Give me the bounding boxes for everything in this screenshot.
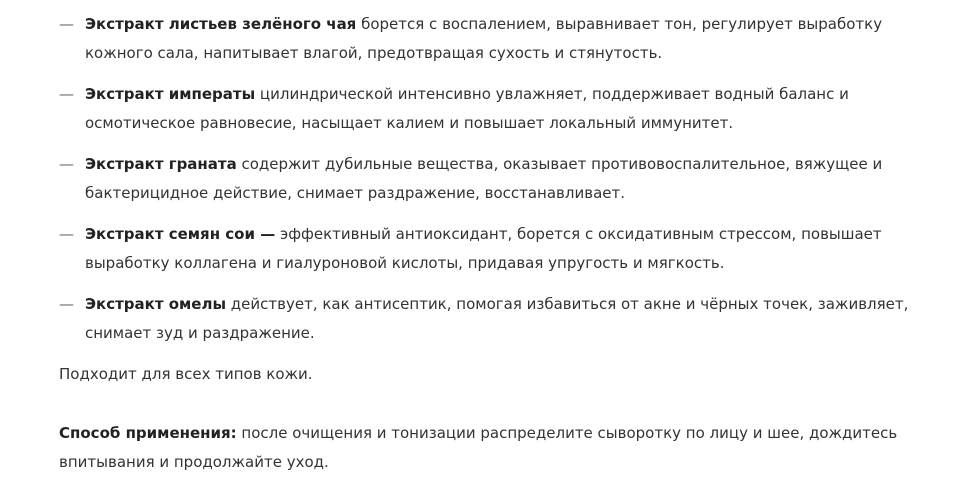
dash-bullet: — [59, 155, 74, 173]
ingredient-name: Экстракт императы [85, 85, 256, 103]
ingredient-description: эффективный антиоксидант, борется с оксидативным стрессом, повышает выработку коллагена и гиалуроновой кислоты, придавая упругость и мягкость. [85, 225, 882, 272]
ingredient-list [59, 10, 919, 348]
ingredient-description: цилиндрической интенсивно увлажняет, поддерживает водный баланс и осмотическое равновесие, насыщает калием и повышает локальный иммунитет. [85, 85, 849, 132]
dash-bullet: — [59, 225, 74, 243]
ingredient-name: Экстракт граната [85, 155, 237, 173]
dash-bullet: — [59, 85, 74, 103]
ingredient-description: действует, как антисептик, помогая избавиться от акне и чёрных точек, заживляет, снимает зуд и раздражение. [85, 295, 909, 342]
list-item [59, 220, 919, 278]
ingredient-description: борется с воспалением, выравнивает тон, регулирует выработку кожного сала, напитывает влагой, предотвращая сухость и стянутость. [85, 15, 883, 62]
usage-instructions [59, 419, 919, 477]
usage-text: после очищения и тонизации распределите сыворотку по лицу и шее, дождитесь впитывания и продолжайте уход. [59, 424, 898, 471]
list-item [59, 10, 919, 68]
dash-bullet: — [59, 295, 74, 313]
usage-label: Способ применения: [59, 424, 237, 442]
skin-type-note: Подходит для всех типов кожи. [59, 365, 313, 383]
list-item [59, 290, 919, 348]
list-item [59, 80, 919, 138]
ingredient-name: Экстракт омелы [85, 295, 227, 313]
ingredient-name: Экстракт листьев зелёного чая [85, 15, 357, 33]
ingredient-name: Экстракт семян сои — [85, 225, 276, 243]
dash-bullet: — [59, 15, 74, 33]
ingredient-description: содержит дубильные вещества, оказывает противовоспалительное, вяжущее и бактерицидное действие, снимает раздражение, восстанавливает. [85, 155, 883, 202]
list-item [59, 150, 919, 208]
